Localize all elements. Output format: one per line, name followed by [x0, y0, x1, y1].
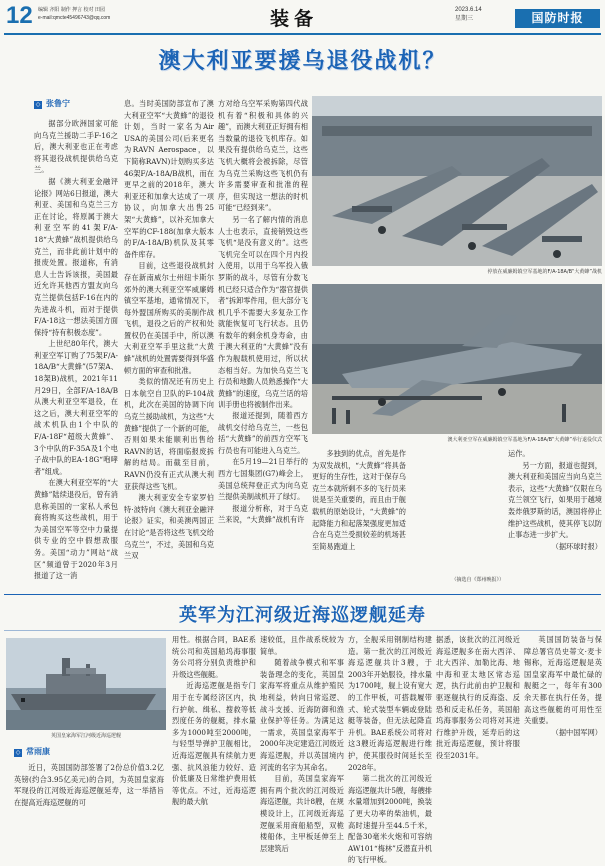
article1-paragraph: 报道分析称，对于乌克兰来说，“大黄蜂”战机有许	[218, 503, 308, 525]
article1-paragraph: 澳大利亚安全专家罗伯特·波特向《澳大利亚金融评论报》证实，和美澳两国正在讨论“是否将这些飞机交给乌克兰”，不过，美国和乌克兰双	[124, 493, 214, 561]
section-title: 装备	[270, 8, 319, 30]
page-number: 12	[6, 2, 33, 29]
article2-column-3	[260, 634, 344, 853]
article2-paragraph: 随着战争模式和军事装备理念的变化，英国皇家海军将重点从维护殖民地利益，转向日常巡逻、战斗支援、近海防御和渔业保护等任务。为满足这一需求，英国皇家海军于2000年决定建造江河级近海巡逻舰，并以英国境内河流的名字为其命名。	[260, 658, 344, 772]
article1-paragraph: 据《澳大利亚金融评论报》网站6日报道，澳大利亚、美国和乌克兰三方正在讨论，将原属于澳大利亚空军的41架F/A-18“大黄蜂”战机提供给乌克兰，而非此前计划中的报废处置。报道称，有消息人士告诉该报，美国最近允许其他西方盟友向乌克兰提供包括F-16在内的先进战斗机，而对于提供F/A-18这一想法美国方面保持“持有积极态度”。	[34, 176, 118, 337]
staff-email: e-mail:qmcte45496743@qq.com	[38, 15, 111, 21]
byline-marker-icon: ◇	[35, 101, 41, 108]
photo-retirement-ceremony-caption: 澳大利亚空军在威廉姆镇空军基地为F/A-18A/B“大黄蜂”举行退役仪式	[447, 437, 602, 443]
photo-patrol-vessel	[6, 638, 166, 730]
article1-paragraph: 报道还提到，随着西方战机交付给乌克兰，一些包括“大黄蜂”的前西方空军飞行员也有可能进入乌克兰。	[218, 411, 308, 455]
article2-headline: 英军为江河级近海巡逻舰延寿	[179, 605, 426, 626]
article2-paragraph: 近日，英国国防部签署了2份总价值3.2亿英镑(约合3.95亿美元)的合同，为英国皇家海军现役的江河级近海巡逻舰延寿，这一举措旨在提高近海巡逻舰的可	[14, 763, 164, 807]
page-header	[0, 0, 605, 36]
article1-column-4	[218, 410, 308, 586]
photo-retirement-ceremony	[312, 284, 602, 434]
article1-byline	[34, 98, 70, 109]
issue-date: 2023.6.14	[455, 7, 482, 13]
article2-headline-divider	[4, 630, 601, 631]
article2-paragraph: 目前，英国皇家海军拥有两个批次的江河级近海巡逻舰，共计8艘，在规模设计上，江河级近海巡逻舰采用商船船型，双桅楼船体，主甲板延伸至上层建筑后	[260, 774, 344, 853]
article1-paragraph: 多独到的优点，首先是作为双发战机，“大黄蜂”将具备更好的生存性，这对于保存乌克兰本就所剩不多的飞行员来说是至关重要的，而且由于舰载机的原始设计，“大黄蜂”的起降能力和起落架强度更加适合在乌克兰受损较差的机场甚至简易跑道上	[312, 449, 406, 551]
date-block	[455, 6, 482, 24]
article2-column-6	[524, 634, 602, 832]
article1-column-5b	[410, 448, 504, 586]
article2-author: 常雨康	[26, 747, 50, 756]
photo-patrol-vessel-caption: 英国皇家海军江河级近海巡逻舰	[50, 733, 121, 739]
article1-paragraph: 在5月19—21日举行的西方七国集团(G7)峰会上，美国总统拜登正式为向乌克兰提供美制战机开了绿灯。	[218, 457, 308, 502]
article1-paragraph: 运作。	[508, 449, 530, 458]
article-divider	[4, 594, 601, 595]
article1-column-5	[312, 448, 406, 586]
photo-jets-parked-image	[312, 96, 602, 266]
article2-column-1	[14, 762, 164, 832]
staff-line: 编辑 齐阳 制作 押言 校对 田园	[38, 7, 105, 13]
article1-paragraph: 另一方面，报道也提到，澳大利亚和美国应当向乌克兰表示，这些“大黄蜂”仅限在乌克兰领空飞行，如果用于越境轰炸俄罗斯的话，澳国将停止维护这些战机，使其停飞以防止事态进一步扩大。	[508, 460, 602, 540]
article2-column-2	[172, 634, 256, 832]
article1-paragraph: 在澳大利亚空军的“大黄蜂”陆续退役后，曾有消息称美国的一家私人承包商将购买这些战机，用于为美国空军等空中力量提供专业的空中假想敌服务。美国“动力”网站“战区”频道曾于2020年3月报道了这一消	[34, 478, 118, 581]
article1-source-credit: 据环球时报	[558, 541, 595, 551]
byline-marker-icon: ◇	[15, 749, 21, 756]
article1-paragraph: 方对给乌空军采购第四代战机有着“积极和具体的兴趣”，而澳大利亚正好拥有相当数量的退役飞机库存。如果没有提供给乌克兰，这些飞机大概将会被拆除，尽管为乌克兰采购这些飞机仍有许多需要审查和批准的程序，但实现这一想法的时机可能“已经到来”。	[218, 99, 308, 213]
photo-jets-parked	[312, 96, 602, 266]
article1-column-1	[34, 118, 118, 586]
article1-source: （据环球时报）	[551, 541, 602, 551]
article1-paragraph: 目前，这些退役战机封存在新南威尔士州纽卡斯尔郊外的澳大利亚空军威廉姆镇空军基地，通常情况下，每外盟国所购买的美制作战飞机，退役之后的产权和处置权仍在美国手中，所以澳大利亚空军手里这批“大黄蜂”战机的处置需要得到华盛顿方面的审查和批准。	[124, 261, 214, 375]
article2-byline	[14, 746, 50, 757]
article1-paragraph: 类似的情况还有历史上日本航空自卫队的F-104战机，此次在美国的协调下向乌克兰援助战机，为这些“大黄蜂”提供了一个新的可能，否则如果未能顺利出售给RAVN的话，将面临报废拆解的结局。而截至目前，RAVN仍没有正式从澳大利亚获得这些飞机。	[124, 377, 214, 491]
article1-paragraph: 上世纪80年代，澳大利亚空军订购了75架F/A-18A/B“大黄蜂”(57架A、18架B)战机，2021年11月29日，全部F/A-18A/B从澳大利亚空军退役，在这之后，澳大利亚空军的战术机队由1个中队的F/A-18F“超级大黄蜂”、3个中队的F-35A及1个电子战中队的EA-18G“咆哮者”组成。	[34, 339, 118, 476]
photo-jets-parked-caption: 停放在威廉姆镇空军基地的F/A-18A/B“大黄蜂”战机	[487, 269, 602, 275]
article2-paragraph: 用性。根据合同，BAE系统公司和英国船坞海事服务公司将分别负责维护和升级这些舰艇。	[172, 635, 256, 679]
article1-source-alt: （摘选自《郑州晚报》）	[451, 577, 504, 583]
article1-column-6	[508, 448, 602, 586]
article2-paragraph: 近海巡逻舰是指专门用于在专属经济区内，执行护航、缉私、搜救等低烈度任务的舰艇，排水量多为1000吨至2000吨，与轻型导弹护卫舰相比，近海巡逻舰具有续航力更强、抗风浪能力较好、造价低廉及日常维护费用低等优点。不过，近海巡逻舰的最大航	[172, 681, 256, 807]
article2-column-4	[348, 634, 432, 865]
photo-retirement-ceremony-image	[312, 284, 602, 434]
article2-source: （据中国军网）	[551, 727, 602, 737]
article1-column-2	[124, 98, 214, 586]
newspaper-logo: 国防时报	[515, 9, 600, 28]
article2-paragraph: 英国国防装备与保障总署官员史蒂文·麦卡锡称，近海巡逻舰是英国皇家海军中最忙碌的舰艇之一，每年有300余天都在执行任务，提高这些舰艇的可用性至关重要。	[524, 635, 602, 726]
issue-weekday: 星期三	[455, 16, 474, 22]
article2-paragraph: 据悉，该批次的江河级近海巡逻舰多在南大西洋、北大西洋、加勒比海、地中海和亚太地区常态巡逻，执行此前由护卫舰和驱逐舰执行的反海盗、反恐和反走私任务，英国船坞海事服务公司将对其进行维护升级，延寿后的这批近海巡逻舰，预计将服役至2031年。	[436, 635, 520, 760]
article1-paragraph: 据部分欧洲国家可能向乌克兰援助二手F-16之后，澳大利亚也正在考虑将其退役战机提供给乌克兰。	[34, 119, 118, 175]
article2-paragraph: 第二批次的江河级近海巡逻舰共计5艘，每艘排水量增加到2000吨，换装了更大功率的柴油机，最高时速提升至44.5千米，配备30毫米火炮和可容纳AW101“梅林”反潜直升机的飞行甲板。	[348, 774, 432, 865]
article2-paragraph: 方，全舰采用钢制结构建造。第一批次的江河级近海巡逻舰共计3艘，于2003年开始服役，排水量为1700吨，舰上设有宽大的工作甲板，可搭载履带式、轮式装型车辆或登陆艇等装备，但无法起降直升机。BAE系统公司将对这3艘近海巡逻舰进行维护，使其服役时间延长至2028年。	[348, 635, 432, 772]
article1-headline: 澳大利亚要援乌退役战机？	[158, 49, 447, 74]
article2-column-5	[436, 634, 520, 832]
staff-credits	[38, 6, 110, 22]
header-divider	[4, 33, 601, 35]
article1-column-3	[218, 98, 308, 408]
article1-paragraph: 息。当时美国防部宣布了澳大利亚空军“大黄蜂”的退役计划，当时一家名为Air USA的美国公司(后来更名为RAVN Aerospace，以下简称RAVN)计划购买多达46架F/A-18A/B战机，而在更早之前的2018年，澳大利亚还和加拿大达成了一项协议，向加拿大出售25架“大黄蜂”，以补充加拿大空军的CF-188(加拿大版本的F/A-18A/B)机队及其零备件库存。	[124, 99, 214, 259]
article1-author: 张鲁宁	[46, 99, 70, 108]
article1-paragraph: 另一名了解内情的消息人士也表示，直接销毁这些飞机“是没有意义的”。这些飞机完全可以在四个月内投入使用，以用于乌军投入俄罗斯的战斗，尽管有分数飞机已经只适合作为“器官提供者”拆卸零件用，但大部分飞机几乎不需要大多复杂工作就能恢复可飞行状态。且仍有数年的剩余机身寿命，由于澳大利亚的“大黄蜂”没有作为舰载机使用过，所以状态相当好。为加快乌克兰飞行员和地勤人员熟悉操作“大黄蜂”的速度，乌克兰话的培训手册也将被制作出来。	[218, 214, 308, 410]
article2-paragraph: 速较低，且作战系统较为简单。	[260, 635, 344, 656]
photo-patrol-vessel-image	[6, 638, 166, 730]
